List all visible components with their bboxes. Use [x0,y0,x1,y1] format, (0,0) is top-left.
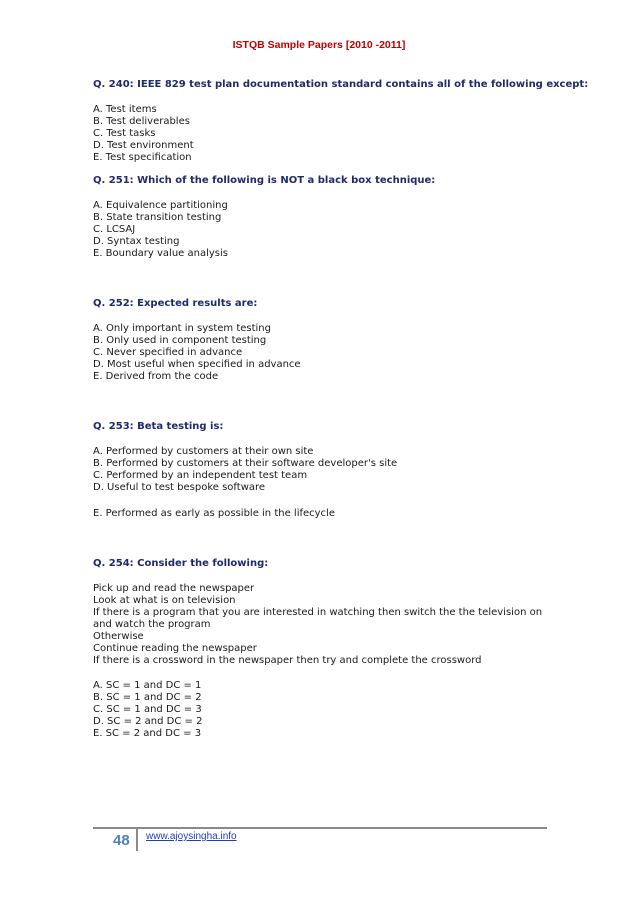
document-body [93,78,589,740]
option-c: C. Performed by an independent test team [93,470,308,481]
option-d: D. Most useful when specified in advance [93,359,301,370]
option-e: E. Derived from the code [93,371,219,382]
body-line: If there is a program that you are interested in watching then switch the the television on and watch the program [93,607,543,630]
body-line: Otherwise [93,631,144,642]
option-b: B. Performed by customers at their software developer's site [93,458,398,469]
question-text: Q. 252: Expected results are: [93,298,258,309]
question-253 [93,420,553,520]
option-e: E. Performed as early as possible in the lifecycle [93,508,335,519]
question-text: Q. 251: Which of the following is NOT a black box technique: [93,175,436,186]
options-list [93,446,553,520]
option-a: A. Performed by customers at their own site [93,446,314,457]
option-e: E. Boundary value analysis [93,248,228,259]
option-d: D. Syntax testing [93,236,180,247]
option-e: E. Test specification [93,152,192,163]
question-text: Q. 254: Consider the following: [93,558,269,569]
option-c: C. LCSAJ [93,224,136,235]
question-254 [93,557,553,740]
option-d: D. SC = 2 and DC = 2 [93,716,203,727]
page-header-title: ISTQB Sample Papers [2010 -2011] [232,39,406,51]
question-252 [93,297,553,383]
options-list [93,104,553,164]
option-b: B. Test deliverables [93,116,190,127]
option-e: E. SC = 2 and DC = 3 [93,728,202,739]
page-number: 48 [113,832,130,849]
option-c: C. Test tasks [93,128,156,139]
body-line: Look at what is on television [93,595,236,606]
body-line: Continue reading the newspaper [93,643,257,654]
option-b: B. SC = 1 and DC = 2 [93,692,202,703]
question-251 [93,174,553,260]
option-a: A. Only important in system testing [93,323,271,334]
option-b: B. Only used in component testing [93,335,267,346]
footer-link[interactable]: www.ajoysingha.info [146,831,237,842]
option-a: A. Test items [93,104,157,115]
footer-divider [93,827,547,829]
options-list [93,680,553,740]
question-text: Q. 253: Beta testing is: [93,421,224,432]
option-c: C. SC = 1 and DC = 3 [93,704,202,715]
body-line: Pick up and read the newspaper [93,583,255,594]
option-b: B. State transition testing [93,212,222,223]
body-line: If there is a crossword in the newspaper then try and complete the crossword [93,655,482,666]
options-list [93,323,553,383]
question-text: Q. 240: IEEE 829 test plan documentation standard contains all of the following except: [93,79,589,90]
option-a: A. SC = 1 and DC = 1 [93,680,202,691]
option-d: D. Useful to test bespoke software [93,482,266,493]
option-a: A. Equivalence partitioning [93,200,228,211]
footer-separator [136,829,138,851]
question-body [93,583,553,667]
question-240 [93,78,589,164]
option-c: C. Never specified in advance [93,347,243,358]
options-list [93,200,553,260]
option-d: D. Test environment [93,140,194,151]
